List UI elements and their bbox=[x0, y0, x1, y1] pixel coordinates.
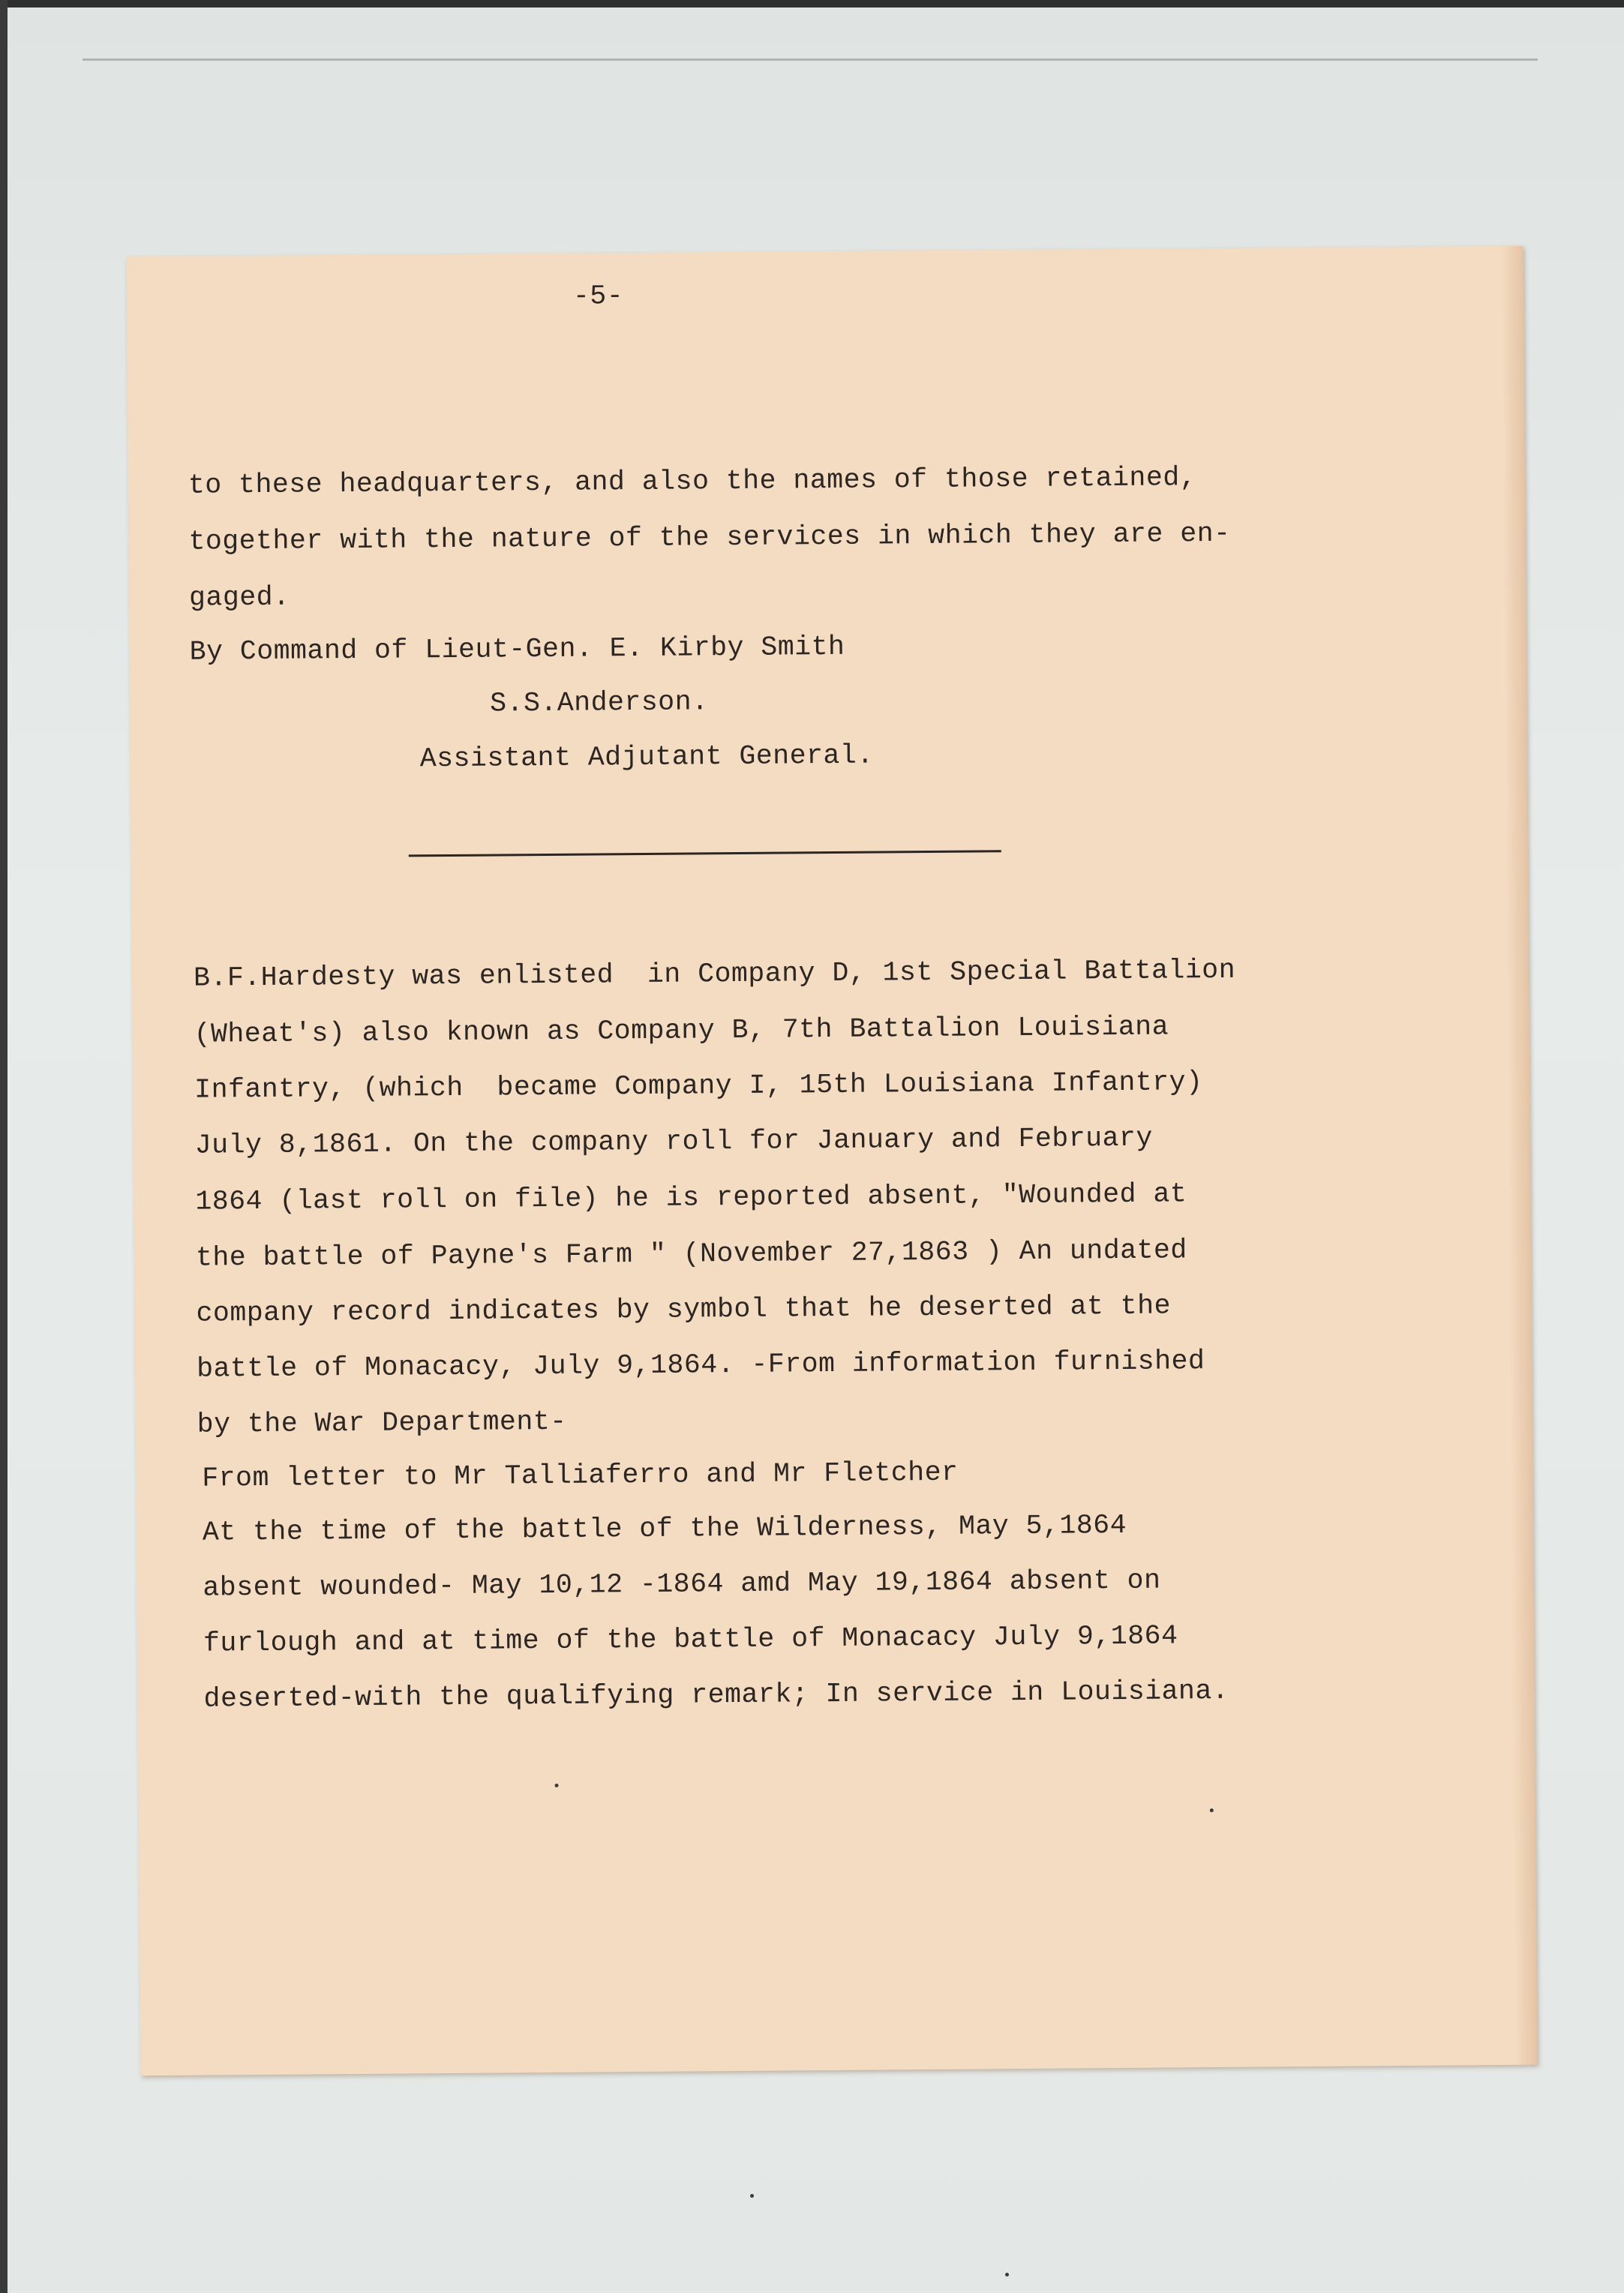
signature-title: Assistant Adjutant General. bbox=[419, 740, 874, 775]
command-line: By Command of Lieut-Gen. E. Kirby Smith bbox=[189, 631, 845, 668]
order-line: gaged. bbox=[188, 581, 290, 614]
record-line: July 8,1861. On the company roll for January and February bbox=[194, 1122, 1153, 1161]
record-line: deserted-with the qualifying remark; In service in Louisiana. bbox=[203, 1675, 1229, 1715]
order-line: to these headquarters, and also the names of those retained, bbox=[188, 462, 1197, 501]
page-speck bbox=[1210, 1808, 1214, 1812]
page-speck bbox=[555, 1784, 559, 1787]
record-line: 1864 (last roll on file) he is reported absent, "Wounded at bbox=[195, 1178, 1187, 1217]
record-line: From letter to Mr Talliaferro and Mr Fletcher bbox=[202, 1457, 959, 1494]
record-line: absent wounded- May 10,12 -1864 amd May 19,1864 absent on bbox=[203, 1565, 1161, 1604]
record-line: the battle of Payne's Farm " (November 27,1863 ) An undated bbox=[195, 1235, 1187, 1274]
record-line: company record indicates by symbol that he deserted at the bbox=[196, 1290, 1172, 1329]
signature-name: S.S.Anderson. bbox=[490, 686, 709, 719]
section-divider bbox=[409, 850, 1001, 857]
scan-speck bbox=[750, 2194, 754, 2198]
scan-top-edge bbox=[0, 0, 1624, 8]
record-line: At the time of the battle of the Wilderness, May 5,1864 bbox=[202, 1509, 1127, 1548]
page-number: -5- bbox=[572, 281, 624, 312]
scan-speck bbox=[1005, 2273, 1009, 2276]
record-line: by the War Department- bbox=[197, 1406, 567, 1440]
order-line: together with the nature of the services in which they are en- bbox=[188, 518, 1231, 557]
scan-left-edge bbox=[0, 0, 8, 2293]
record-line: battle of Monacacy, July 9,1864. -From information furnished bbox=[196, 1346, 1205, 1385]
record-line: Infantry, (which became Company I, 15th Louisiana Infantry) bbox=[194, 1067, 1203, 1106]
document-page bbox=[127, 246, 1538, 2076]
record-line: B.F.Hardesty was enlisted in Company D, 1st Special Battalion bbox=[193, 954, 1236, 994]
scan-top-rule bbox=[83, 59, 1538, 61]
record-line: furlough and at time of the battle of Monacacy July 9,1864 bbox=[203, 1620, 1178, 1659]
record-line: (Wheat's) also known as Company B, 7th Battalion Louisiana bbox=[194, 1011, 1169, 1050]
